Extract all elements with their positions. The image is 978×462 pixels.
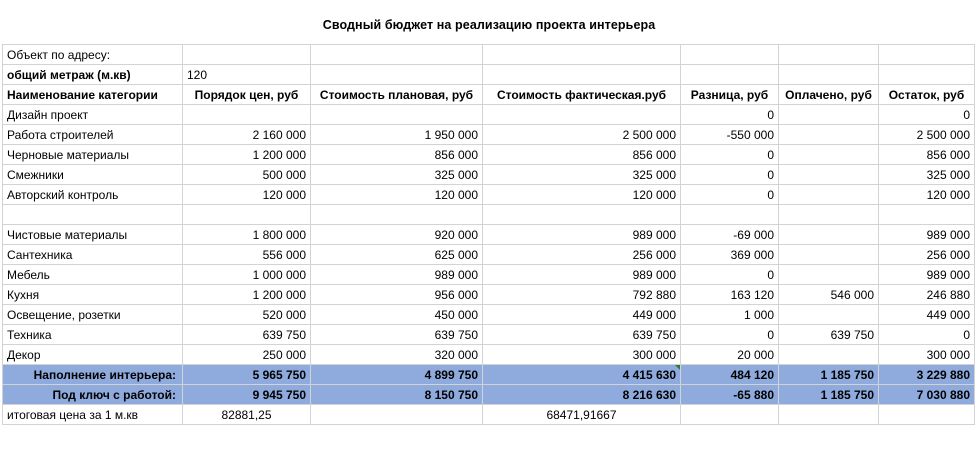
column-header-fact: Стоимость фактическая.руб [483, 85, 681, 105]
info-value[interactable] [183, 45, 311, 65]
cell-price-range[interactable]: 120 000 [183, 185, 311, 205]
cell-category[interactable]: Освещение, розетки [3, 305, 183, 325]
cell-empty[interactable] [311, 405, 483, 425]
cell-diff[interactable]: 0 [681, 265, 779, 285]
cell-rest[interactable]: 0 [879, 105, 975, 125]
cell-paid[interactable]: 639 750 [779, 325, 879, 345]
cell-fact[interactable] [483, 205, 681, 225]
table-row [3, 185, 975, 205]
cell-total-label: Наполнение интерьера: [3, 365, 183, 385]
cell-category[interactable]: Мебель [3, 265, 183, 285]
cell-fact[interactable]: 2 500 000 [483, 125, 681, 145]
cell-plan[interactable]: 920 000 [311, 225, 483, 245]
table-row [3, 165, 975, 185]
cell-diff[interactable]: 0 [681, 325, 779, 345]
footer-label: итоговая цена за 1 м.кв [3, 405, 183, 425]
cell-empty[interactable] [311, 45, 483, 65]
cell-price-range[interactable]: 639 750 [183, 325, 311, 345]
column-header-rest: Остаток, руб [879, 85, 975, 105]
cell-rest[interactable]: 856 000 [879, 145, 975, 165]
cell-paid[interactable] [779, 145, 879, 165]
cell-category[interactable]: Работа строителей [3, 125, 183, 145]
cell-total-diff[interactable]: -65 880 [681, 385, 779, 405]
cell-rest[interactable]: 120 000 [879, 185, 975, 205]
cell-rest[interactable]: 449 000 [879, 305, 975, 325]
cell-plan[interactable]: 625 000 [311, 245, 483, 265]
cell-total-rest[interactable]: 7 030 880 [879, 385, 975, 405]
cell-plan[interactable]: 120 000 [311, 185, 483, 205]
cell-rest[interactable]: 325 000 [879, 165, 975, 185]
cell-category[interactable]: Сантехника [3, 245, 183, 265]
cell-empty[interactable] [779, 45, 879, 65]
cell-price-range[interactable]: 1 000 000 [183, 265, 311, 285]
cell-diff[interactable]: 0 [681, 145, 779, 165]
table-row [3, 325, 975, 345]
cell-total-fact[interactable]: 4 415 630 [483, 365, 681, 385]
info-label: общий метраж (м.кв) [3, 65, 183, 85]
info-label: Объект по адресу: [3, 45, 183, 65]
cell-total-rest[interactable]: 3 229 880 [879, 365, 975, 385]
cell-fact[interactable]: 325 000 [483, 165, 681, 185]
cell-paid[interactable] [779, 305, 879, 325]
table-row [3, 105, 975, 125]
cell-total-diff[interactable]: 484 120 [681, 365, 779, 385]
table-row [3, 245, 975, 265]
cell-rest[interactable]: 256 000 [879, 245, 975, 265]
cell-paid[interactable] [779, 265, 879, 285]
cell-empty[interactable] [779, 65, 879, 85]
cell-plan[interactable] [311, 105, 483, 125]
table-row-spacer [3, 205, 975, 225]
cell-rest[interactable]: 246 880 [879, 285, 975, 305]
cell-price-range[interactable]: 1 200 000 [183, 285, 311, 305]
cell-fact[interactable]: 856 000 [483, 145, 681, 165]
cell-diff[interactable]: 0 [681, 185, 779, 205]
cell-rest[interactable] [879, 205, 975, 225]
cell-total-paid[interactable]: 1 185 750 [779, 365, 879, 385]
cell-fact[interactable]: 989 000 [483, 225, 681, 245]
info-row-area [3, 65, 975, 85]
cell-empty[interactable] [779, 405, 879, 425]
table-row [3, 285, 975, 305]
footer-plan-value[interactable]: 82881,25 [183, 405, 311, 425]
cell-diff[interactable] [681, 205, 779, 225]
column-header-paid: Оплачено, руб [779, 85, 879, 105]
cell-category[interactable]: Декор [3, 345, 183, 365]
cell-category[interactable]: Черновые материалы [3, 145, 183, 165]
cell-diff[interactable]: 20 000 [681, 345, 779, 365]
column-header-plan: Стоимость плановая, руб [311, 85, 483, 105]
table-row [3, 265, 975, 285]
cell-total-plan[interactable]: 4 899 750 [311, 365, 483, 385]
cell-fact[interactable]: 989 000 [483, 265, 681, 285]
cell-total-plan[interactable]: 8 150 750 [311, 385, 483, 405]
cell-plan[interactable]: 320 000 [311, 345, 483, 365]
cell-rest[interactable]: 989 000 [879, 265, 975, 285]
page-title: Сводный бюджет на реализацию проекта интерьера [322, 18, 656, 32]
cell-fact[interactable]: 120 000 [483, 185, 681, 205]
info-value[interactable]: 120 [183, 65, 311, 85]
cell-category[interactable]: Смежники [3, 165, 183, 185]
cell-plan[interactable]: 450 000 [311, 305, 483, 325]
cell-total-price-range[interactable]: 5 965 750 [183, 365, 311, 385]
cell-empty[interactable] [681, 65, 779, 85]
column-header-price-range: Порядок цен, руб [183, 85, 311, 105]
cell-empty[interactable] [879, 45, 975, 65]
cell-rest[interactable]: 2 500 000 [879, 125, 975, 145]
cell-plan[interactable]: 325 000 [311, 165, 483, 185]
table-row [3, 145, 975, 165]
footer-fact-value[interactable]: 68471,91667 [483, 405, 681, 425]
cell-plan[interactable] [311, 205, 483, 225]
cell-empty[interactable] [681, 45, 779, 65]
cell-total-label: Под ключ с работой: [3, 385, 183, 405]
cell-diff[interactable]: -69 000 [681, 225, 779, 245]
cell-empty[interactable] [311, 65, 483, 85]
cell-category[interactable] [3, 205, 183, 225]
cell-plan[interactable]: 1 950 000 [311, 125, 483, 145]
cell-total-price-range[interactable]: 9 945 750 [183, 385, 311, 405]
cell-total-fact[interactable]: 8 216 630 [483, 385, 681, 405]
cell-empty[interactable] [879, 405, 975, 425]
footer-row-price-per-sqm [3, 405, 975, 425]
cell-empty[interactable] [483, 65, 681, 85]
table-row [3, 305, 975, 325]
budget-table [2, 44, 975, 425]
table-row [3, 345, 975, 365]
table-row [3, 125, 975, 145]
cell-price-range[interactable] [183, 205, 311, 225]
cell-paid[interactable] [779, 245, 879, 265]
cell-category[interactable]: Техника [3, 325, 183, 345]
cell-fact[interactable]: 449 000 [483, 305, 681, 325]
cell-diff[interactable]: 1 000 [681, 305, 779, 325]
cell-price-range[interactable]: 250 000 [183, 345, 311, 365]
cell-category[interactable]: Авторский контроль [3, 185, 183, 205]
cell-paid[interactable] [779, 205, 879, 225]
column-header-diff: Разница, руб [681, 85, 779, 105]
total-row-interior [3, 365, 975, 385]
table-header-row [3, 85, 975, 105]
cell-paid[interactable] [779, 225, 879, 245]
cell-diff[interactable]: 0 [681, 105, 779, 125]
info-row-address [3, 45, 975, 65]
cell-paid[interactable] [779, 125, 879, 145]
cell-category[interactable]: Дизайн проект [3, 105, 183, 125]
cell-diff[interactable]: 0 [681, 165, 779, 185]
cell-plan[interactable]: 856 000 [311, 145, 483, 165]
cell-total-paid[interactable]: 1 185 750 [779, 385, 879, 405]
cell-diff[interactable]: -550 000 [681, 125, 779, 145]
cell-plan[interactable]: 956 000 [311, 285, 483, 305]
cell-paid[interactable]: 546 000 [779, 285, 879, 305]
cell-paid[interactable] [779, 165, 879, 185]
cell-category[interactable]: Кухня [3, 285, 183, 305]
cell-rest[interactable]: 300 000 [879, 345, 975, 365]
cell-fact[interactable] [483, 105, 681, 125]
cell-rest[interactable]: 989 000 [879, 225, 975, 245]
cell-price-range[interactable]: 1 200 000 [183, 145, 311, 165]
column-header-category: Наименование категории [3, 85, 183, 105]
cell-price-range[interactable]: 500 000 [183, 165, 311, 185]
total-row-turnkey [3, 385, 975, 405]
cell-empty[interactable] [879, 65, 975, 85]
cell-plan[interactable]: 639 750 [311, 325, 483, 345]
cell-fact[interactable]: 639 750 [483, 325, 681, 345]
cell-paid[interactable] [779, 185, 879, 205]
cell-diff[interactable]: 163 120 [681, 285, 779, 305]
cell-price-range[interactable]: 520 000 [183, 305, 311, 325]
cell-rest[interactable]: 0 [879, 325, 975, 345]
cell-plan[interactable]: 989 000 [311, 265, 483, 285]
cell-price-range[interactable]: 556 000 [183, 245, 311, 265]
cell-price-range[interactable]: 1 800 000 [183, 225, 311, 245]
cell-paid[interactable] [779, 105, 879, 125]
cell-price-range[interactable]: 2 160 000 [183, 125, 311, 145]
cell-category[interactable]: Чистовые материалы [3, 225, 183, 245]
cell-fact[interactable]: 792 880 [483, 285, 681, 305]
cell-paid[interactable] [779, 345, 879, 365]
cell-empty[interactable] [681, 405, 779, 425]
cell-fact[interactable]: 256 000 [483, 245, 681, 265]
cell-price-range[interactable] [183, 105, 311, 125]
cell-fact[interactable]: 300 000 [483, 345, 681, 365]
cell-diff[interactable]: 369 000 [681, 245, 779, 265]
table-row [3, 225, 975, 245]
cell-empty[interactable] [483, 45, 681, 65]
